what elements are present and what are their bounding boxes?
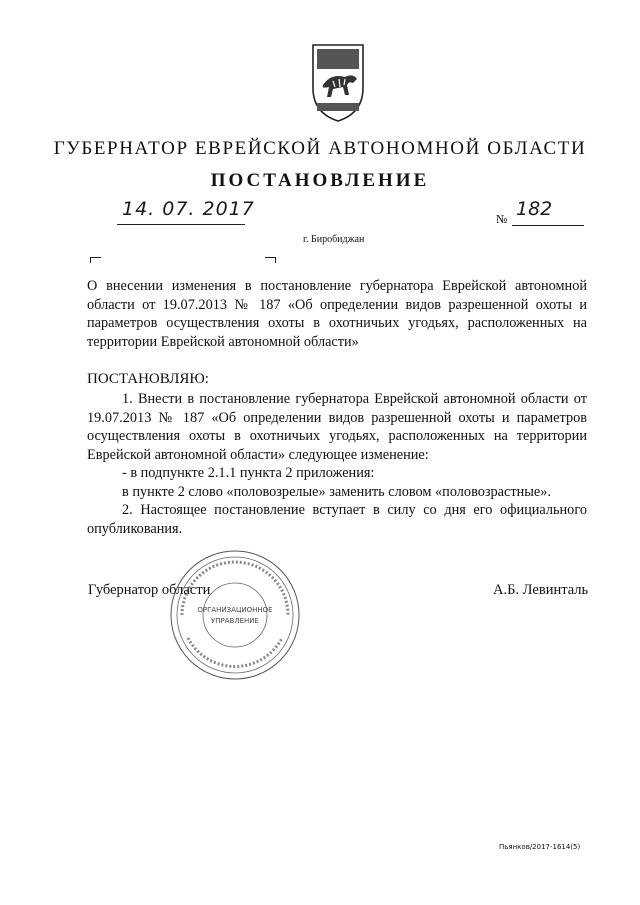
signer-title: Губернатор области — [88, 582, 211, 598]
subject-text: О внесении изменения в постановление губернатора Еврейской автономной области от 19.07.2013 № 187 «Об определении видов разрешенной охоты и параметров осуществления охоты в охотничьих угодьях, расположенных на территории Еврейской автономной области» — [87, 278, 587, 350]
city: г. Биробиджан — [303, 234, 365, 245]
corner-mark-left — [90, 257, 101, 263]
stamp-line-1: ОРГАНИЗАЦИОННОЕ — [197, 606, 273, 614]
number-label: № — [496, 212, 508, 226]
paragraph-2: 2. Настоящее постановление вступает в силу со дня его официального опубликования. — [87, 502, 587, 537]
paragraph-1-item: - в подпункте 2.1.1 пункта 2 приложения: — [122, 465, 375, 481]
authority-title: ГУБЕРНАТОР ЕВРЕЙСКОЙ АВТОНОМНОЙ ОБЛАСТИ — [53, 138, 587, 159]
paragraph-1-change: в пункте 2 слово «половозрелые» заменить словом «половозрастные». — [122, 483, 551, 500]
document-type: ПОСТАНОВЛЕНИЕ — [210, 170, 430, 191]
document-code: Пьянков/2017-1614(5) — [499, 843, 581, 851]
document-date: 14. 07. 2017 — [122, 198, 255, 220]
corner-mark-right — [265, 257, 276, 263]
stamp-line-2: УПРАВЛЕНИЕ — [211, 617, 259, 625]
document-number: 182 — [516, 198, 553, 220]
coat-of-arms-icon — [303, 43, 373, 123]
document-subject — [87, 277, 587, 351]
official-stamp — [168, 548, 303, 683]
signer-name: А.Б. Левинталь — [493, 582, 589, 598]
document-body — [87, 390, 587, 538]
paragraph-1: 1. Внести в постановление губернатора Еврейской автономной области от 19.07.2013 № 187 «Об определении видов разрешенной охоты и параметров осуществления охоты в охотничьих угодьях, расположенных на территории Еврейской автономной области» следующее изменение: — [87, 391, 587, 463]
decree-word: ПОСТАНОВЛЯЮ: — [87, 371, 209, 387]
